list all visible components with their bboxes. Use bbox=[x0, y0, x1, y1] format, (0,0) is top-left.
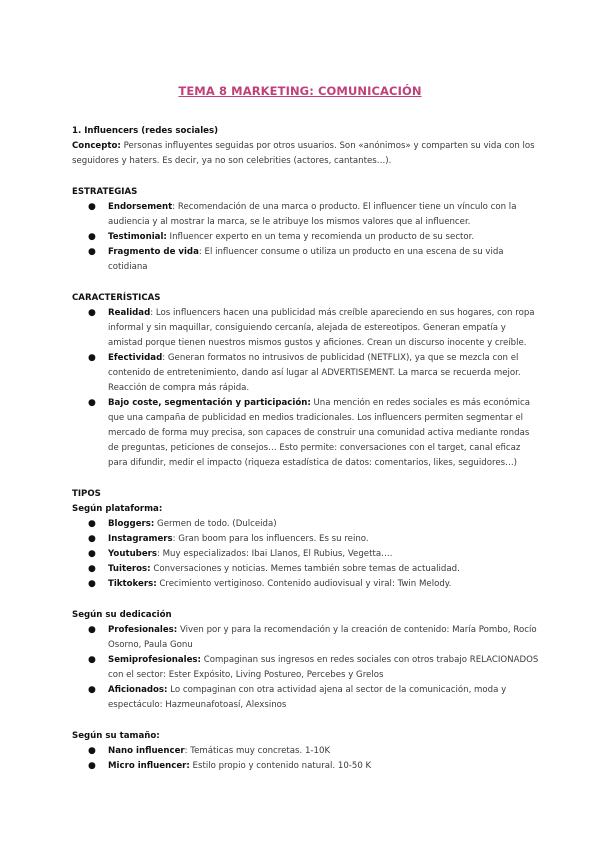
item-text: Estilo propio y contenido natural. 10-50 K bbox=[189, 761, 372, 771]
estrategias-list bbox=[72, 200, 542, 275]
item-label: Tiktokers: bbox=[108, 579, 157, 589]
concept-label: Concepto: bbox=[72, 141, 121, 151]
concept-paragraph bbox=[72, 139, 542, 169]
list-item bbox=[72, 230, 542, 245]
tamano-list bbox=[72, 744, 542, 774]
item-label: Nano influencer bbox=[108, 746, 185, 756]
list-item bbox=[72, 200, 542, 230]
list-item bbox=[72, 532, 542, 547]
item-text: : Los influencers hacen una publicidad más creíble apareciendo en sus hogares, con ropa informal y sin maquillar, consiguiendo cercanía, alejada de estereotipos. Generan empatía y amistad porque tienen nuestros mismos gustos y aficiones. Crean un discurso inocente y creíble. bbox=[108, 308, 535, 348]
plataforma-heading: Según plataforma: bbox=[72, 504, 163, 514]
item-text: : Generan formatos no intrusivos de publicidad (NETFLIX), ya que se mezcla con el contenido de entretenimiento, dando así lugar al ADVERTISEMENT. La marca se recuerda mejor. Reacción de compra más rápida. bbox=[108, 353, 521, 393]
item-label: Aficionados: bbox=[108, 685, 168, 695]
bullet-icon: ● bbox=[88, 519, 96, 529]
list-item bbox=[72, 306, 542, 351]
list-item bbox=[72, 683, 542, 713]
item-label: Bajo coste, segmentación y participación: bbox=[108, 398, 311, 408]
tipos-heading: TIPOS bbox=[72, 489, 101, 499]
list-item bbox=[72, 245, 542, 275]
item-label: Profesionales: bbox=[108, 625, 178, 635]
bullet-icon: ● bbox=[88, 625, 96, 635]
item-label: Efectividad bbox=[108, 353, 163, 363]
caracteristicas-heading: CARACTERÍSTICAS bbox=[72, 293, 161, 303]
list-item bbox=[72, 759, 542, 774]
list-item bbox=[72, 517, 542, 532]
dedicacion-heading: Según su dedicación bbox=[72, 610, 172, 620]
bullet-icon: ● bbox=[88, 398, 96, 408]
item-label: Youtubers bbox=[108, 549, 158, 559]
bullet-icon: ● bbox=[88, 564, 96, 574]
item-text: Lo compaginan con otra actividad ajena al sector de la comunicación, moda y espectáculo: Hazmeunafotoasí, Alexsinos bbox=[108, 685, 507, 710]
bullet-icon: ● bbox=[88, 308, 96, 318]
item-text: : Gran boom para los influencers. Es su reino. bbox=[172, 534, 369, 544]
bullet-icon: ● bbox=[88, 685, 96, 695]
bullet-icon: ● bbox=[88, 202, 96, 212]
caracteristicas-list bbox=[72, 306, 542, 471]
list-item bbox=[72, 351, 542, 396]
item-text: Viven por y para la recomendación y la creación de contenido: María Pombo, Rocío Osorno, Paula Gonu bbox=[108, 625, 537, 650]
item-text: : El influencer consume o utiliza un producto en una escena de su vida cotidiana bbox=[108, 247, 504, 272]
item-text: Crecimiento vertiginoso. Contenido audiovisual y viral: Twin Melody. bbox=[156, 579, 452, 589]
bullet-icon: ● bbox=[88, 549, 96, 559]
document-title: TEMA 8 MARKETING: COMUNICACIÓN bbox=[178, 83, 422, 98]
item-label: Instagramers bbox=[108, 534, 173, 544]
item-text: Compaginan sus ingresos en redes sociales con otros trabajo RELACIONADOS con el sector: Ester Expósito, Living Postureo, Percebes y Grelos bbox=[108, 655, 539, 680]
plataforma-list bbox=[72, 517, 542, 592]
document-body bbox=[72, 124, 542, 774]
bullet-icon: ● bbox=[88, 247, 96, 257]
item-text: : Recomendación de una marca o producto. El influencer tiene un vínculo con la audiencia y al mostrar la marca, se le atribuye los mismos valores que al influencer. bbox=[108, 202, 517, 227]
list-item bbox=[72, 577, 542, 592]
item-text: : Muy especializados: Ibai Llanos, El Rubius, Vegetta…. bbox=[157, 549, 393, 559]
item-text: Germen de todo. (Dulceida) bbox=[154, 519, 277, 529]
bullet-icon: ● bbox=[88, 746, 96, 756]
tamano-heading: Según su tamaño: bbox=[72, 731, 160, 741]
bullet-icon: ● bbox=[88, 353, 96, 363]
item-label: Testimonial: bbox=[108, 232, 167, 242]
estrategias-heading: ESTRATEGIAS bbox=[72, 187, 138, 197]
bullet-icon: ● bbox=[88, 534, 96, 544]
item-label: Fragmento de vida bbox=[108, 247, 199, 257]
item-text: Una mención en redes sociales es más económica que una campaña de publicidad en medios tradicionales. Los influencers permiten segmentar el mercado de forma muy precisa, son capaces de construir una comunidad activa mediante rondas de preguntas, peticiones de consejos… Esto permite: conversaciones con el target, canal eficaz para difundir, medir el impacto (riqueza estadística de datos: comentarios, likes, seguidores…) bbox=[108, 398, 531, 468]
bullet-icon: ● bbox=[88, 232, 96, 242]
bullet-icon: ● bbox=[88, 761, 96, 771]
item-label: Bloggers: bbox=[108, 519, 155, 529]
item-label: Endorsement bbox=[108, 202, 173, 212]
list-item bbox=[72, 744, 542, 759]
item-label: Micro influencer: bbox=[108, 761, 190, 771]
concept-text: Personas influyentes seguidas por otros usuarios. Son «anónimos» y comparten su vida con los seguidores y haters. Es decir, ya no son celebrities (actores, cantantes…). bbox=[72, 141, 535, 166]
item-text: Influencer experto en un tema y recomienda un producto de su sector. bbox=[166, 232, 475, 242]
list-item bbox=[72, 653, 542, 683]
bullet-icon: ● bbox=[88, 655, 96, 665]
item-label: Realidad bbox=[108, 308, 151, 318]
item-text: Conversaciones y noticias. Memes también sobre temas de actualidad. bbox=[150, 564, 460, 574]
list-item bbox=[72, 396, 542, 471]
list-item bbox=[72, 623, 542, 653]
section-heading-influencers: 1. Influencers (redes sociales) bbox=[72, 126, 219, 136]
dedicacion-list bbox=[72, 623, 542, 713]
item-label: Semiprofesionales: bbox=[108, 655, 201, 665]
bullet-icon: ● bbox=[88, 579, 96, 589]
list-item bbox=[72, 562, 542, 577]
item-text: : Temáticas muy concretas. 1-10K bbox=[184, 746, 331, 756]
item-label: Tuiteros: bbox=[108, 564, 151, 574]
list-item bbox=[72, 547, 542, 562]
